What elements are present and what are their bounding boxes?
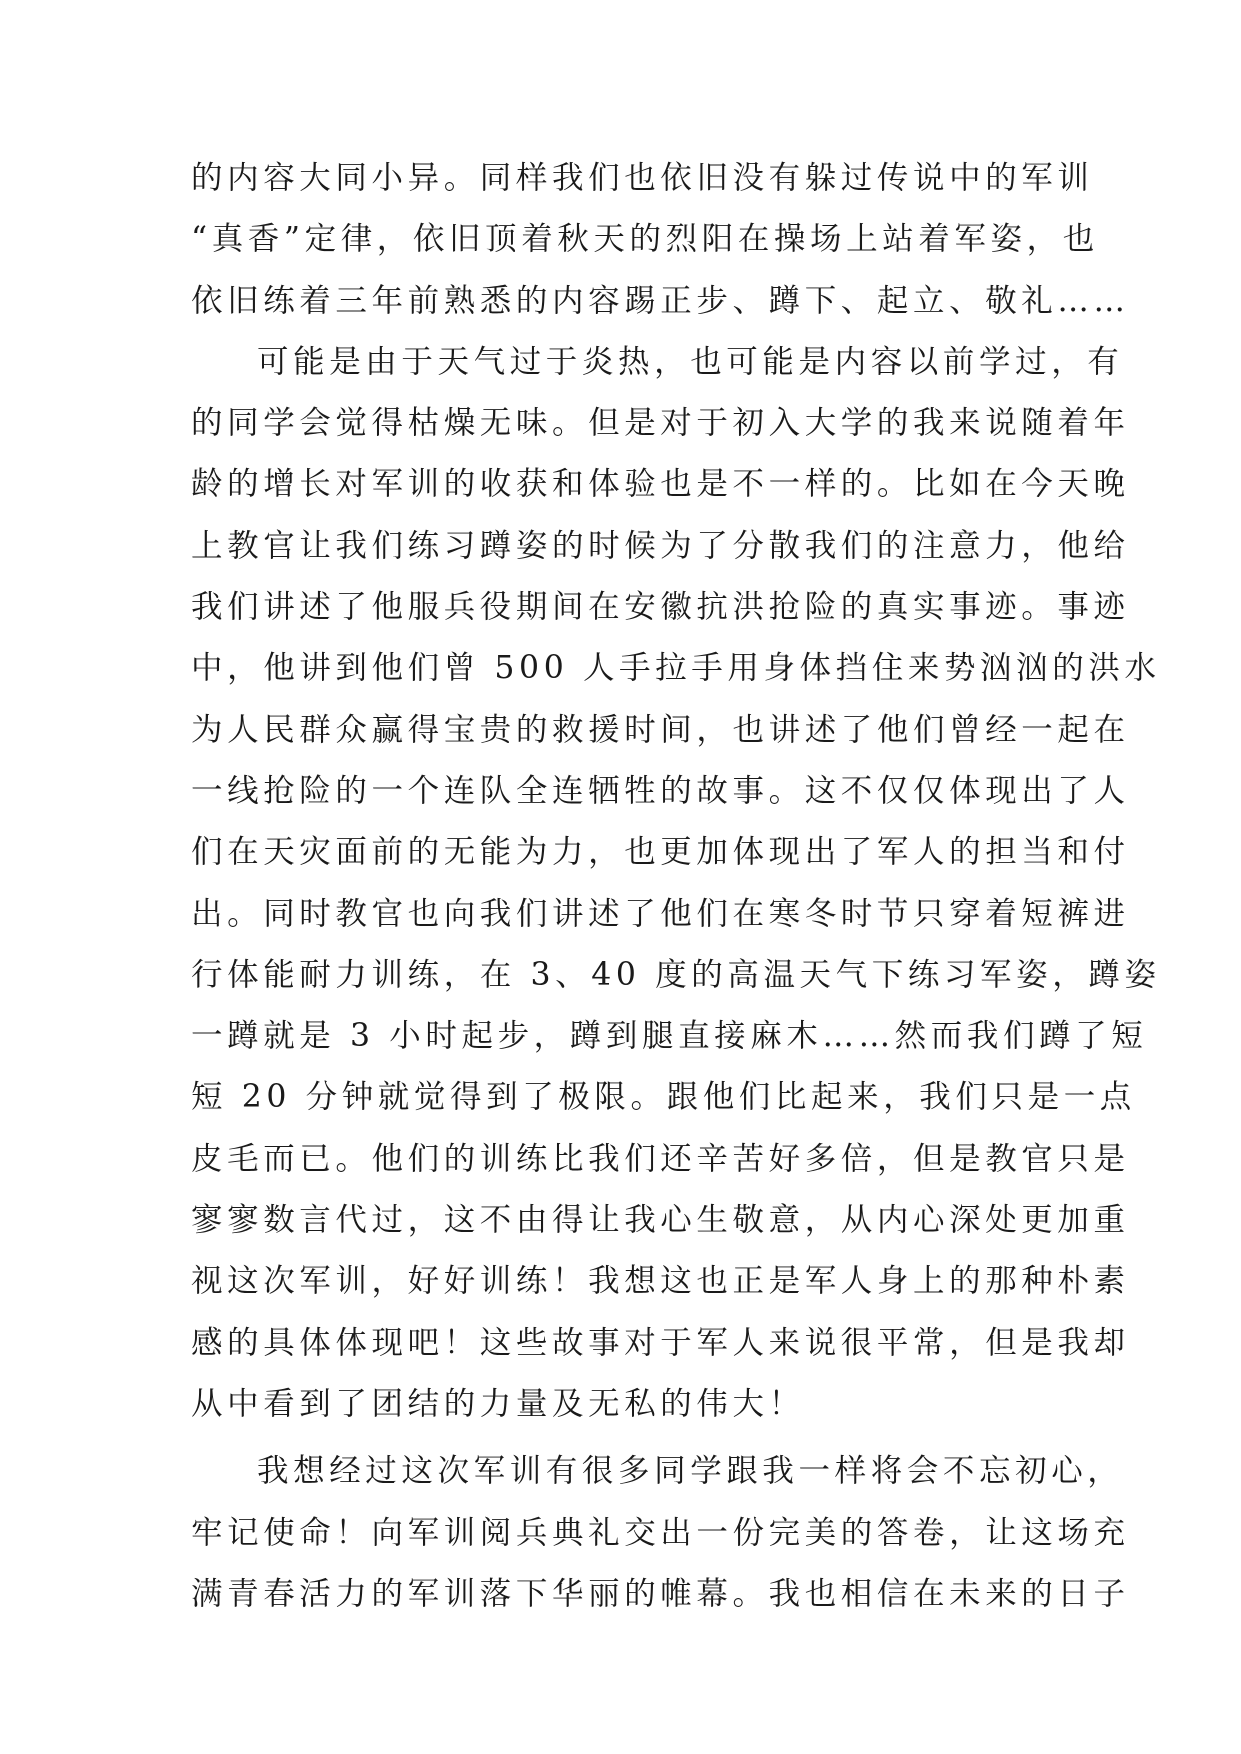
- text-line: 从中看到了团结的力量及无私的伟大！: [191, 1385, 805, 1422]
- text-line: 视这次军训，好好训练！我想这也正是军人身上的那种朴素: [191, 1263, 1130, 1300]
- text-line: 我们讲述了他服兵役期间在安徽抗洪抢险的真实事迹。事迹: [191, 589, 1130, 626]
- text-line: 行体能耐力训练，在 3、40 度的高温天气下练习军姿，蹲姿: [191, 956, 1161, 993]
- text-line: 龄的增长对军训的收获和体验也是不一样的。比如在今天晚: [191, 466, 1130, 503]
- paragraph-first-line: 我想经过这次军训有很多同学跟我一样将会不忘初心，: [257, 1453, 1124, 1490]
- text-line: 为人民群众赢得宝贵的救援时间，也讲述了他们曾经一起在: [191, 711, 1130, 748]
- text-line: 牢记使命！向军训阅兵典礼交出一份完美的答卷，让这场充: [191, 1514, 1130, 1551]
- text-line: 上教官让我们练习蹲姿的时候为了分散我们的注意力，他给: [191, 527, 1130, 564]
- text-line: 一线抢险的一个连队全连牺牲的故事。这不仅仅体现出了人: [191, 772, 1130, 809]
- text-line: 的内容大同小异。同样我们也依旧没有躲过传说中的军训: [191, 160, 1094, 196]
- text-line: 出。同时教官也向我们讲述了他们在寒冬时节只穿着短裤进: [191, 895, 1130, 932]
- text-line: 一蹲就是 3 小时起步，蹲到腿直接麻木……然而我们蹲了短: [191, 1018, 1148, 1055]
- text-line: 们在天灾面前的无能为力，也更加体现出了军人的担当和付: [191, 834, 1130, 871]
- text-line: 皮毛而已。他们的训练比我们还辛苦好多倍，但是教官只是: [191, 1140, 1130, 1177]
- text-line: “真香”定律，依旧顶着秋天的烈阳在操场上站着军姿，也: [191, 221, 1099, 258]
- paragraph-first-line: 可能是由于天气过于炎热，也可能是内容以前学过，有: [257, 343, 1124, 380]
- text-line: 的同学会觉得枯燥无味。但是对于初入大学的我来说随着年: [191, 405, 1130, 442]
- text-line: 寥寥数言代过，这不由得让我心生敬意，从内心深处更加重: [191, 1202, 1130, 1239]
- document-body: [191, 148, 1161, 1625]
- text-line: 感的具体体现吧！这些故事对于军人来说很平常，但是我却: [191, 1324, 1130, 1361]
- text-line: 满青春活力的军训落下华丽的帷幕。我也相信在未来的日子: [191, 1575, 1130, 1612]
- text-line: 短 20 分钟就觉得到了极限。跟他们比起来，我们只是一点: [191, 1079, 1136, 1116]
- text-line: 依旧练着三年前熟悉的内容踢正步、蹲下、起立、敬礼……: [191, 282, 1130, 319]
- text-line: 中，他讲到他们曾 500 人手拉手用身体挡住来势汹汹的洪水: [191, 650, 1161, 687]
